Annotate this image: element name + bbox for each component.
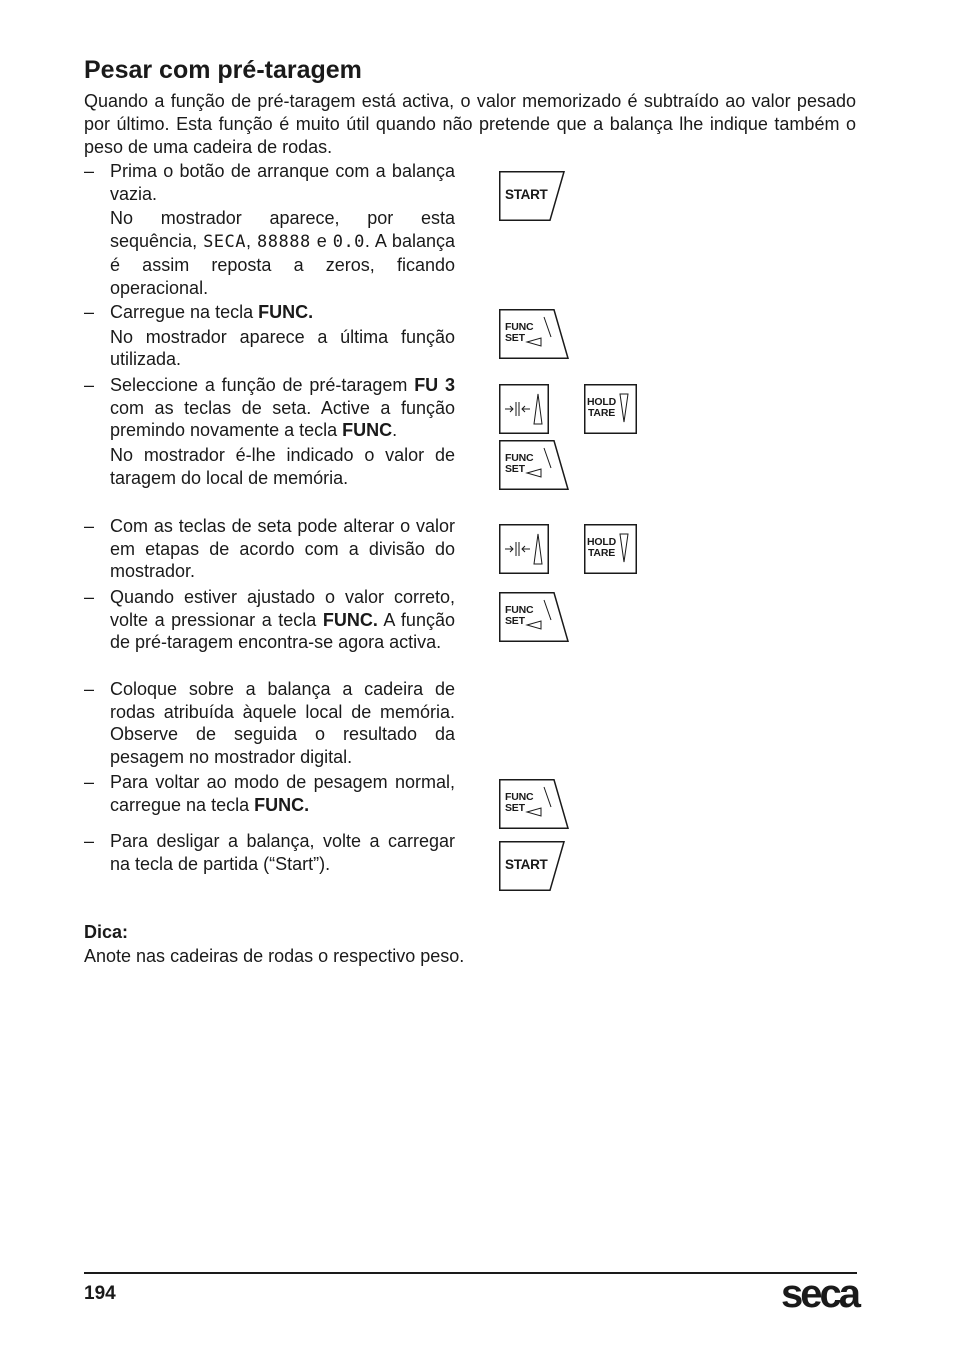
step-text: Quando estiver ajustado o valor correto, volte a pressionar a tecla FUNC. A função de pré-taragem encontra-se agora activa. [110,587,455,653]
func-key-label: FUNC [505,452,534,464]
start-key[interactable] [499,171,569,221]
set-key-label: SET [505,615,525,627]
step-text: Com as teclas de seta pode alterar o valor em etapas de acordo com a divisão do mostrador. [110,516,455,582]
func-set-key[interactable] [499,592,569,642]
tip-heading: Dica: [84,922,129,942]
func-key-label: FUNC [505,791,534,803]
step-start-scale [84,160,455,299]
intro-paragraph: Quando a função de pré-taragem está activa, o valor memorizado é subtraído ao valor pesado por último. Esta função é muito útil quando não pretende que a balança lhe indique também o peso de uma cadeira de rodas. [84,91,856,157]
step-text: Para desligar a balança, volte a carregar na tecla de partida (“Start”). [110,831,455,874]
step-press-func [84,301,455,371]
page-title: Pesar com pré-taragem [84,56,362,84]
list-dash: – [84,161,95,181]
start-key-label: START [505,857,548,872]
start-key[interactable] [499,841,569,891]
step-select-function [84,374,455,490]
set-key-label: SET [505,802,525,814]
hold-key-label: HOLD [587,396,616,408]
hold-tare-key[interactable] [584,524,637,574]
func-key-label: FUNC [505,321,534,333]
arrow-key-graphic [499,524,549,574]
tare-key-label: TARE [588,407,616,419]
step-text: No mostrador é-lhe indicado o valor de taragem do local de memória. [110,445,455,488]
step-return-normal [84,771,455,816]
step-text: Carregue na tecla FUNC. [110,302,314,322]
arrow-down-key[interactable] [499,524,549,574]
tip-body: Anote nas cadeiras de rodas o respectivo peso. [84,946,465,966]
step-confirm-value [84,586,455,654]
list-dash: – [84,375,95,395]
step-text-display-sequence: No mostrador aparece, por esta sequência, SECA, 88888 e 0.0. A balança é assim reposta a zeros, ficando operacional. [110,208,455,298]
list-dash: – [84,302,95,322]
hold-key-label: HOLD [587,536,616,548]
hold-tare-key[interactable] [584,384,637,434]
func-set-key[interactable] [499,440,569,490]
list-dash: – [84,831,95,851]
step-text: Coloque sobre a balança a cadeira de rodas atribuída àquele local de memória. Observe de seguida o resultado da pesagem no mostrador digital. [110,679,455,768]
tare-key-label: TARE [588,547,616,559]
step-switch-off [84,830,455,875]
func-set-key[interactable] [499,309,569,359]
step-text: Seleccione a função de pré-taragem FU 3 com as teclas de seta. Active a função premindo novamente a tecla FUNC. [110,375,455,441]
step-text: Prima o botão de arranque com a balança vazia. [110,161,455,204]
set-key-label: SET [505,332,525,344]
start-key-label: START [505,187,548,202]
func-key-label: FUNC [505,604,534,616]
seca-logo: seca [781,1272,858,1316]
display-88888: 88888 [257,232,311,253]
func-set-key[interactable] [499,779,569,829]
footer-divider [84,1272,857,1274]
list-dash: – [84,587,95,607]
arrow-down-key[interactable] [499,384,549,434]
step-place-wheelchair [84,678,455,769]
arrow-key-graphic [499,384,549,434]
list-dash: – [84,679,95,699]
display-zero: 0.0 [332,232,365,253]
step-text: No mostrador aparece a última função utilizada. [110,326,455,370]
step-text: Para voltar ao modo de pesagem normal, carregue na tecla FUNC. [110,772,455,815]
list-dash: – [84,772,95,792]
list-dash: – [84,516,95,536]
set-key-label: SET [505,463,525,475]
page-number: 194 [84,1283,116,1304]
display-seca: SECA [203,232,247,253]
step-adjust-value [84,515,455,583]
